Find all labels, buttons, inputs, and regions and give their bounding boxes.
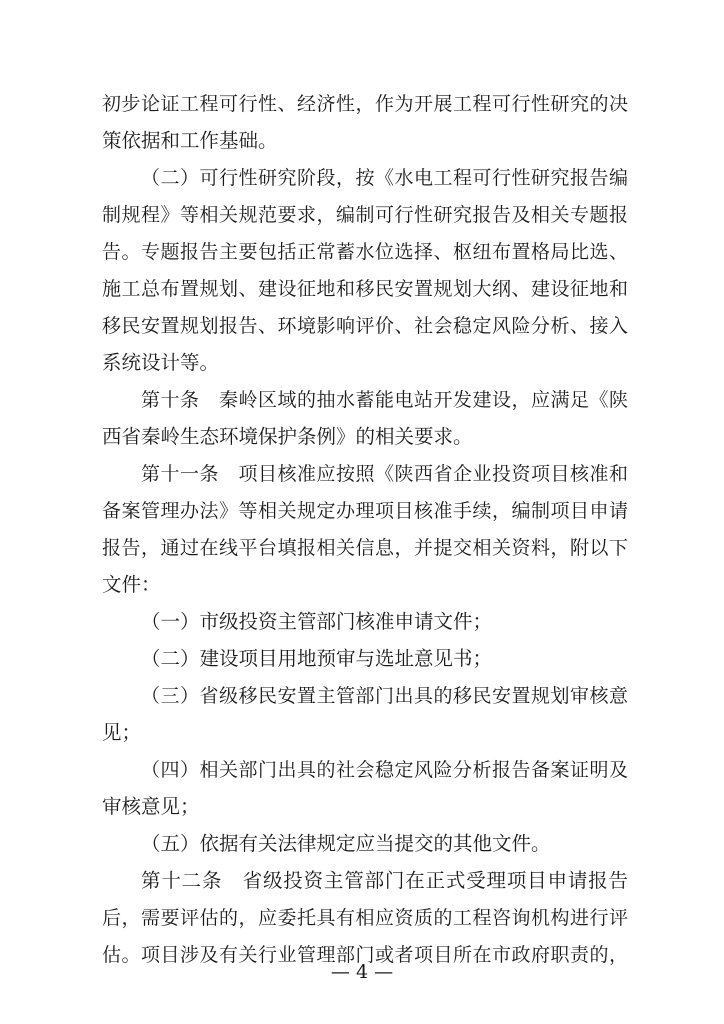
- list-item-line: （二）建设项目用地预审与选址意见书；: [141, 647, 493, 670]
- body-text-line: 后，需要评估的，应委托具有相应资质的工程咨询机构进行评: [102, 907, 628, 929]
- article-heading-line: 第十一条 项目核准应按照《陕西省企业投资项目核准和: [141, 463, 628, 485]
- body-text-line: 西省秦岭生态环境保护条例》的相关要求。: [102, 425, 473, 448]
- body-text-line: 初步论证工程可行性、经济性，作为开展工程可行性研究的决: [102, 93, 628, 115]
- body-text-line: 报告，通过在线平台填报相关信息，并提交相关资料，附以下: [102, 537, 628, 559]
- body-text-line: 备案管理办法》等相关规定办理项目核准手续，编制项目申请: [102, 500, 628, 522]
- list-item-line: （五）依据有关法律规定应当提交的其他文件。: [141, 832, 551, 855]
- body-text-line: 制规程》等相关规范要求，编制可行性研究报告及相关专题报: [102, 204, 628, 226]
- article-heading-line: 第十条 秦岭区域的抽水蓄能电站开发建设，应满足《陕: [141, 389, 628, 411]
- page-number: — 4 —: [330, 961, 394, 983]
- body-text-line: 审核意见；: [102, 795, 200, 818]
- list-item-line: （一）市级投资主管部门核准申请文件；: [141, 610, 493, 633]
- body-text-line: 见；: [102, 721, 142, 744]
- body-text-line: 策依据和工作基础。: [102, 129, 278, 152]
- body-text-line: 移民安置规划报告、环境影响评价、社会稳定风险分析、接入: [102, 315, 628, 337]
- body-text-line: 系统设计等。: [102, 351, 220, 374]
- body-text-line: 文件：: [102, 573, 161, 596]
- body-text-line: 估。项目涉及有关行业管理部门或者项目所在市政府职责的，: [102, 944, 628, 966]
- list-item-line: （四）相关部门出具的社会稳定风险分析报告备案证明及: [141, 759, 628, 781]
- list-item-line: （三）省级移民安置主管部门出具的移民安置规划审核意: [141, 685, 628, 707]
- body-text-line: 告。专题报告主要包括正常蓄水位选择、枢纽布置格局比选、: [102, 241, 628, 263]
- article-heading-line: 第十二条 省级投资主管部门在正式受理项目申请报告: [141, 869, 628, 892]
- body-text-line: 施工总布置规划、建设征地和移民安置规划大纲、建设征地和: [102, 278, 628, 300]
- body-text-line: （二）可行性研究阶段，按《水电工程可行性研究报告编: [141, 167, 628, 189]
